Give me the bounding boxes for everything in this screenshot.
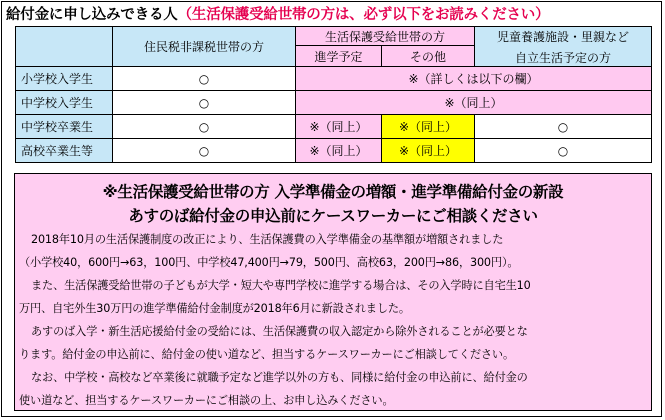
welfare-advancing-cell: ※（同上） bbox=[296, 139, 382, 163]
table-row bbox=[16, 91, 652, 115]
eligibility-table bbox=[15, 26, 652, 163]
welfare-notice-box bbox=[14, 173, 652, 411]
welfare-advancing-cell: ※（同上） bbox=[296, 115, 382, 139]
table-row bbox=[16, 115, 652, 139]
header-welfare-other: その他 bbox=[382, 46, 475, 67]
header-corner bbox=[16, 27, 113, 67]
notice-title: ※生活保護受給世帯の方 入学準備金の増額・進学準備給付金の新設 bbox=[102, 183, 564, 201]
table-row bbox=[16, 139, 652, 163]
welfare-other-cell: ※（同上） bbox=[382, 115, 475, 139]
row-label: 高校卒業生等 bbox=[16, 139, 113, 163]
tax-exempt-cell: ○ bbox=[113, 91, 296, 115]
notice-line: （小学校40，600円→63，100円、中学校47,400円→79，500円、高校63，200円→86，300円）。 bbox=[19, 256, 519, 269]
welfare-cell: ※（同上） bbox=[296, 91, 652, 115]
foster-cell: ○ bbox=[475, 139, 652, 163]
notice-line: ります。給付金の申込前に、給付金の使い道など、担当するケースワーカーにご相談してください。 bbox=[19, 348, 515, 361]
notice-line: なお、中学校・高校など卒業後に就職予定など進学以外の方も、同様に給付金の申込前に、給付金の bbox=[31, 371, 528, 384]
header-welfare: 生活保護受給世帯の方 bbox=[296, 27, 475, 46]
heading-note: （生活保護受給世帯の方は、必ず以下をお読みください） bbox=[177, 7, 550, 23]
notice-line: 2018年10月の生活保護制度の改正により、生活保護費の入学準備金の基準額が増額されました bbox=[31, 233, 504, 246]
welfare-other-cell: ※（同上） bbox=[382, 139, 475, 163]
table-row bbox=[16, 67, 652, 91]
foster-cell: ○ bbox=[475, 115, 652, 139]
welfare-cell: ※（詳しくは以下の欄） bbox=[296, 67, 652, 91]
tax-exempt-cell: ○ bbox=[113, 67, 296, 91]
row-label: 中学校入学生 bbox=[16, 91, 113, 115]
header-foster-line1: 児童養護施設・里親など bbox=[497, 29, 630, 44]
row-label: 中学校卒業生 bbox=[16, 115, 113, 139]
tax-exempt-cell: ○ bbox=[113, 115, 296, 139]
header-foster-line2: 自立生活予定の方 bbox=[515, 50, 612, 65]
table-header-row bbox=[16, 27, 652, 46]
header-tax-exempt: 住民税非課税世帯の方 bbox=[113, 27, 296, 67]
notice-line: 使い道など、担当するケースワーカーにご相談の上、お申し込みください。 bbox=[19, 394, 394, 407]
notice-line: 万円、自宅外生30万円の進学準備給付金制度が2018年6月に新設されました。 bbox=[19, 302, 410, 315]
row-label: 小学校入学生 bbox=[16, 67, 113, 91]
notice-line: あすのば入学・新生活応援給付金の受給には、生活保護費の収入認定から除外されることが必要とな bbox=[31, 325, 528, 338]
notice-subtitle: あすのば給付金の申込前にケースワーカーにご相談ください bbox=[128, 207, 538, 225]
header-welfare-advancing: 進学予定 bbox=[296, 46, 382, 67]
heading-prefix: 給付金に申し込みできる人 bbox=[6, 7, 178, 23]
tax-exempt-cell: ○ bbox=[113, 139, 296, 163]
notice-line: また、生活保護受給世帯の子どもが大学・短大や専門学校に進学する場合は、その入学時に自宅生10 bbox=[31, 279, 531, 292]
page-heading bbox=[6, 3, 549, 24]
header-foster bbox=[475, 27, 652, 67]
